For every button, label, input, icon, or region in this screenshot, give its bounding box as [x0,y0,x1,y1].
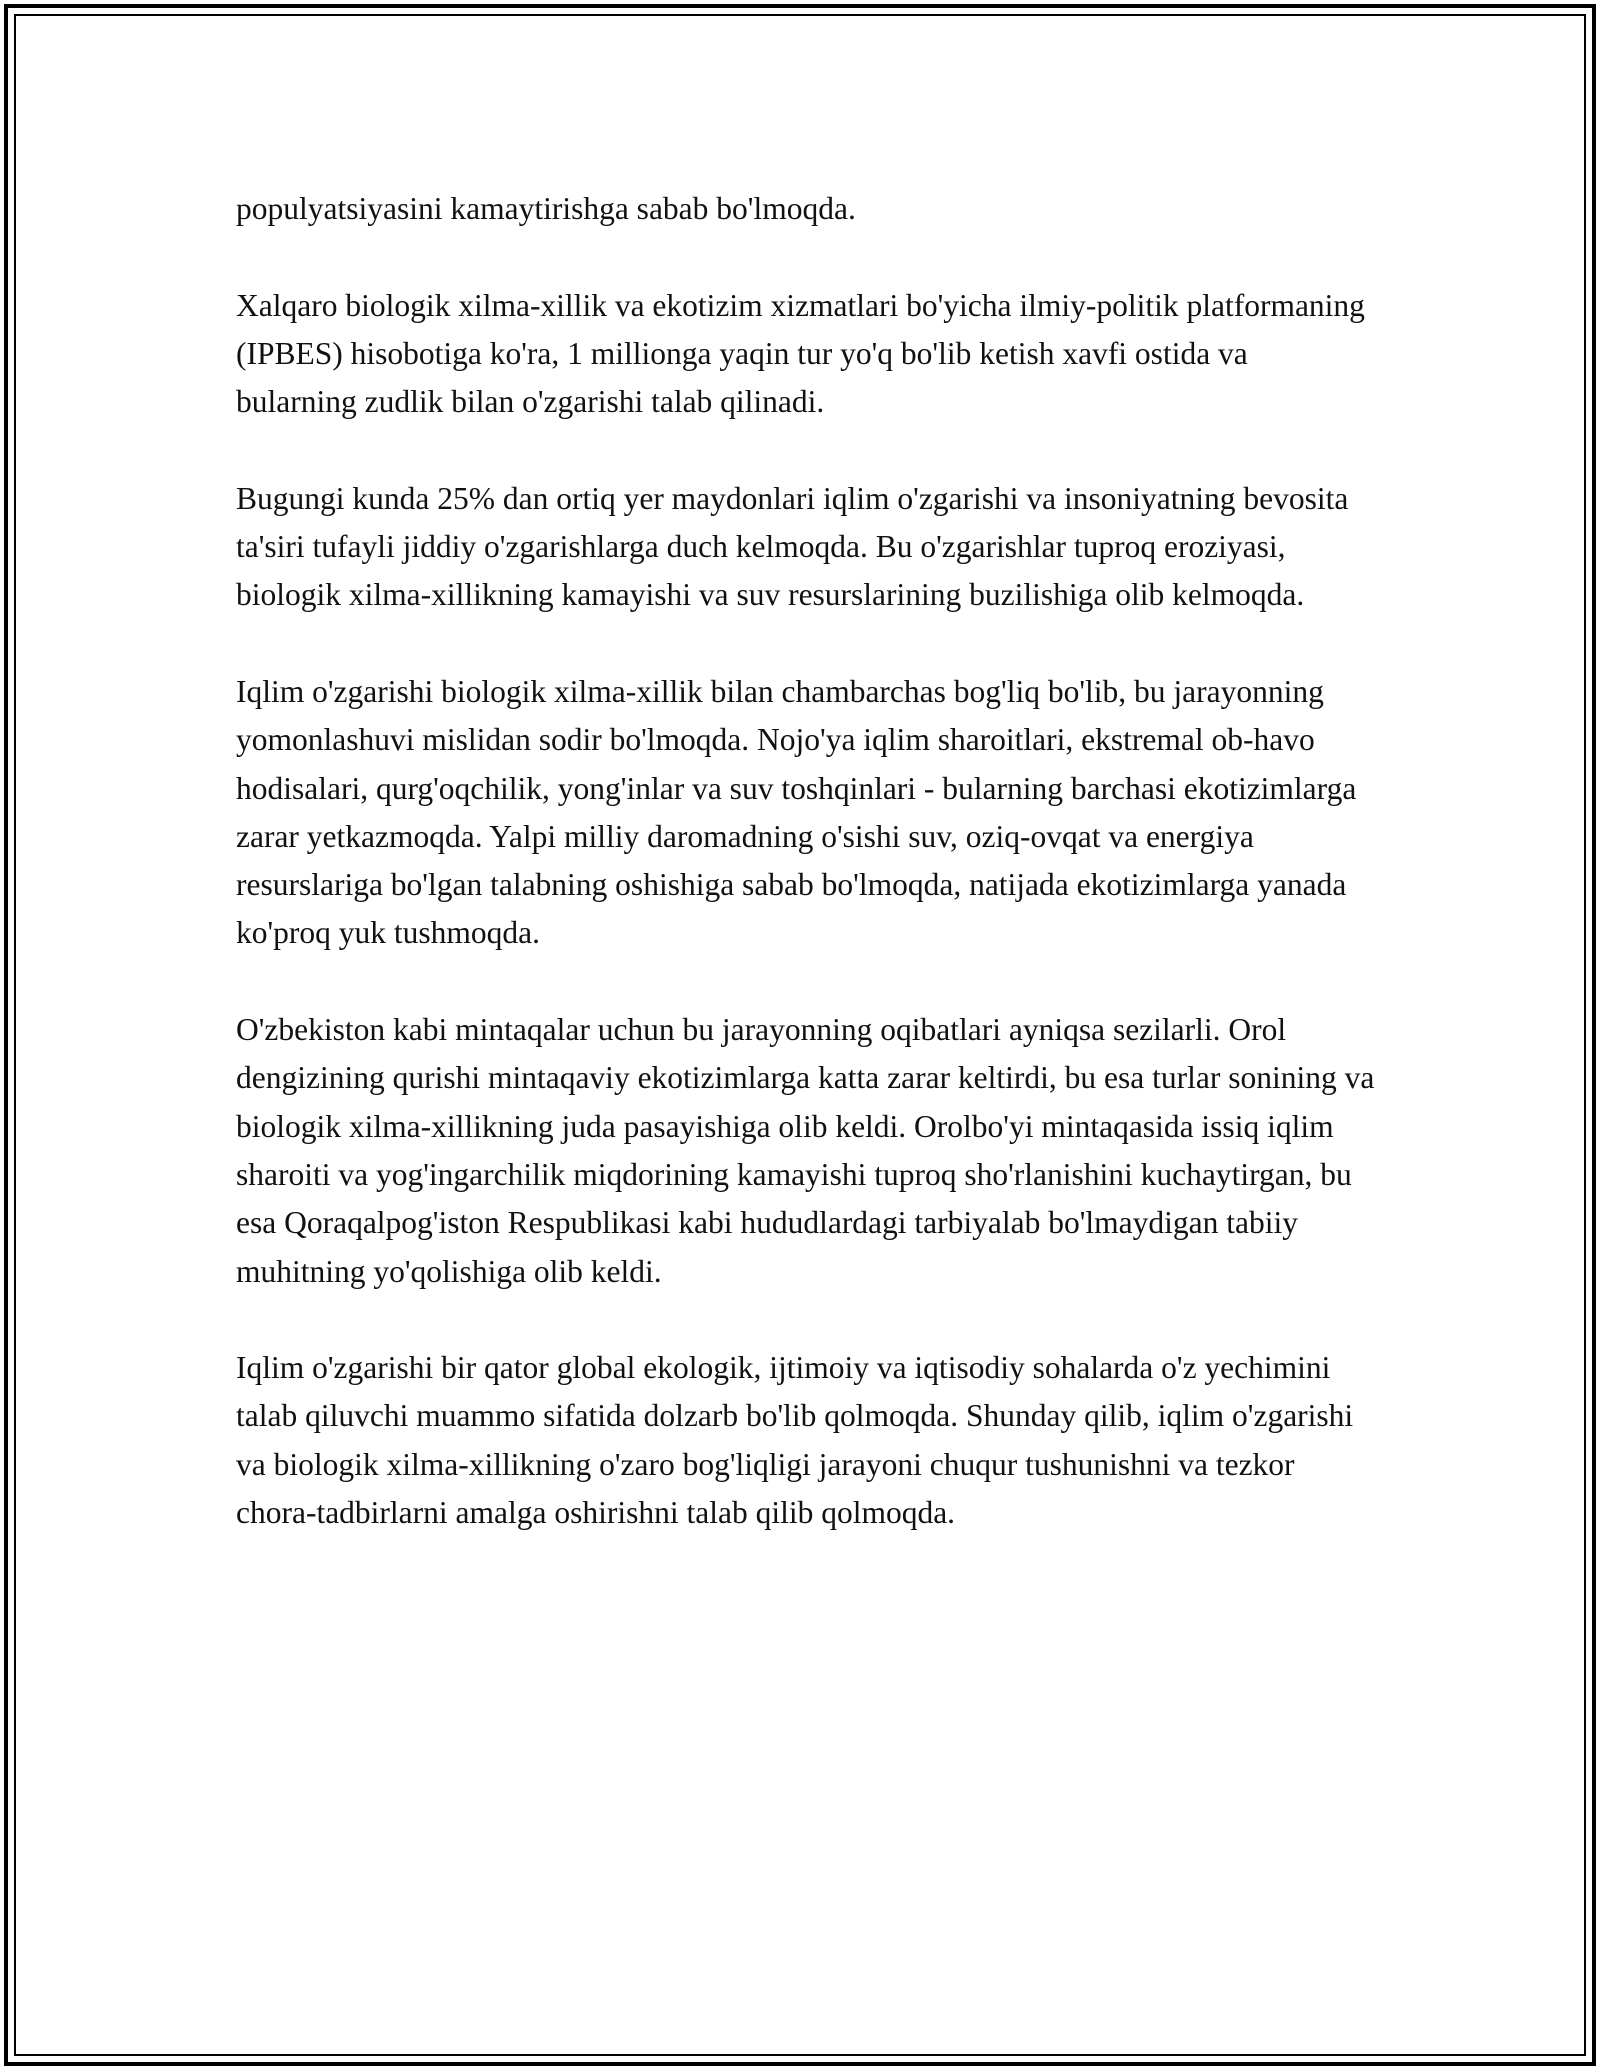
document-body [236,185,1376,1537]
paragraph-climate-biodiversity: Iqlim o'zgarishi biologik xilma-xillik bilan chambarchas bog'liq bo'lib, bu jarayonning yomonlashuvi mislidan sodir bo'lmoqda. Nojo'ya iqlim sharoitlari, ekstremal ob-havo hodisalari, qurg'oqchilik, yong'inlar va suv toshqinlari - bularning barchasi ekotizimlarga zarar yetkazmoqda. Yalpi milliy daromadning o'sishi suv, oziq-ovqat va energiya resurslariga bo'lgan talabning oshishiga sabab bo'lmoqda, natijada ekotizimlarga yanada ko'proq yuk tushmoqda. [236,673,1357,951]
paragraph-continuation: populyatsiyasini kamaytirishga sabab bo'lmoqda. [236,191,856,226]
paragraph-conclusion: Iqlim o'zgarishi bir qator global ekologik, ijtimoiy va iqtisodiy sohalarda o'z yechimini talab qiluvchi muammo sifatida dolzarb bo'lib qolmoqda. Shunday qilib, iqlim o'zgarishi va biologik xilma-xillikning o'zaro bog'liqligi jarayoni chuqur tushunishni va tezkor chora-tadbirlarni amalga oshirishni talab qilib qolmoqda. [236,1350,1354,1531]
paragraph-ipbes-report: Xalqaro biologik xilma-xillik va ekotizim xizmatlari bo'yicha ilmiy-politik platformaning (IPBES) hisobotiga ko'ra, 1 millionga yaqin tur yo'q bo'lib ketish xavfi ostida va bularning zudlik bilan o'zgarishi talab qilinadi. [236,287,1365,420]
paragraph-uzbekistan-aral: O'zbekiston kabi mintaqalar uchun bu jarayonning oqibatlari ayniqsa sezilarli. Orol dengizining qurishi mintaqaviy ekotizimlarga katta zarar keltirdi, bu esa turlar sonining va biologik xilma-xillikning juda pasayishiga olib keldi. Orolbo'yi mintaqasida issiq iqlim sharoiti va yog'ingarchilik miqdorining kamayishi tuproq sho'rlanishini kuchaytirgan, bu esa Qoraqalpog'iston Respublikasi kabi hududlardagi tarbiyalab bo'lmaydigan tabiiy muhitning yo'qolishiga olib keldi. [236,1012,1375,1289]
paragraph-land-change: Bugungi kunda 25% dan ortiq yer maydonlari iqlim o'zgarishi va insoniyatning bevosita ta'siri tufayli jiddiy o'zgarishlarga duch kelmoqda. Bu o'zgarishlar tuproq eroziyasi, biologik xilma-xillikning kamayishi va suv resurslarining buzilishiga olib kelmoqda. [236,480,1349,613]
